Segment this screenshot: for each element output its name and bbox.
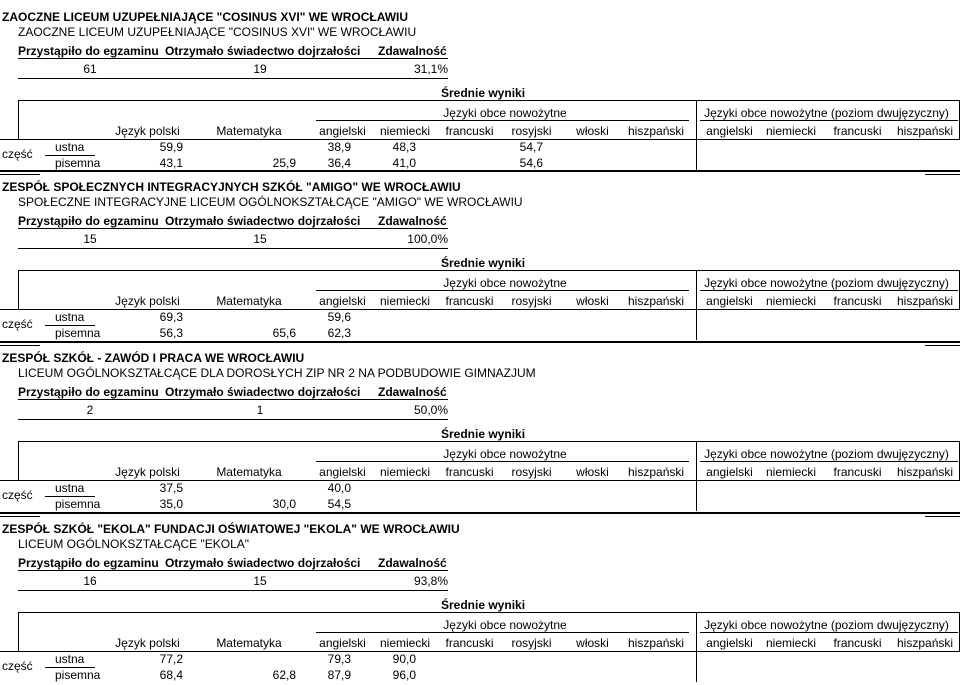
subject-header: hiszpański (897, 294, 954, 308)
jezyki-dwujezyczne-header: Języki obce nowożytne (poziom dwujęzyczny) (704, 447, 949, 461)
subject-header: Język polski (115, 294, 180, 308)
ustna-value: 59,6 (327, 310, 351, 324)
zdawalnosc-header: Zdawalność (378, 214, 447, 228)
subject-header: niemiecki (765, 294, 816, 308)
otrzymalo-header: Otrzymało świadectwo dojrzałości (165, 214, 361, 228)
pisemna-value: 30,0 (272, 497, 296, 511)
separator-dash-left (0, 174, 40, 175)
subject-header: hiszpański (628, 465, 685, 479)
zdawalnosc-value: 93,8% (413, 574, 448, 588)
frame-mid (696, 100, 697, 170)
pisemna-value: 41,0 (392, 156, 416, 170)
pisemna-label: pisemna (55, 156, 101, 170)
pisemna-value: 87,9 (327, 668, 351, 682)
summary-header-rule (18, 58, 448, 59)
row-separator (45, 496, 95, 497)
jezyki-dwujezyczne-rule (700, 461, 958, 462)
ustna-value: 48,3 (392, 140, 416, 154)
subject-header: angielski (319, 465, 366, 479)
subject-header: angielski (706, 124, 753, 138)
srednie-wyniki-title: Średnie wyniki (441, 256, 526, 270)
subject-header: Język polski (115, 124, 180, 138)
subject-header: rosyjski (511, 465, 552, 479)
jezyki-obce-header: Języki obce nowożytne (443, 106, 567, 120)
przystapilo-value: 2 (86, 403, 94, 417)
row-separator (45, 325, 95, 326)
pisemna-value: 56,3 (159, 326, 183, 340)
pisemna-value: 35,0 (159, 497, 183, 511)
school-name: ZAOCZNE LICEUM UZUPEŁNIAJĄCE "COSINUS XVI" WE WROCŁAWIU (18, 25, 417, 39)
organization-name: ZESPÓŁ SPOŁECZNYCH INTEGRACYJNYCH SZKÓŁ "AMIGO" WE WROCŁAWIU (2, 180, 461, 194)
frame-left (18, 270, 19, 310)
jezyki-dwujezyczne-header: Języki obce nowożytne (poziom dwujęzyczny) (704, 276, 949, 290)
subject-header: francuski (445, 294, 494, 308)
separator-dash-right (925, 345, 960, 346)
pisemna-value: 36,4 (327, 156, 351, 170)
subject-header: włoski (576, 294, 609, 308)
subject-header: francuski (833, 636, 882, 650)
subject-header: francuski (833, 124, 882, 138)
summary-bottom-rule (18, 78, 448, 79)
frame-left (18, 100, 19, 140)
frame-left (18, 612, 19, 652)
subject-header: hiszpański (897, 124, 954, 138)
jezyki-dwujezyczne-header: Języki obce nowożytne (poziom dwujęzyczny) (704, 618, 949, 632)
zdawalnosc-value: 100,0% (407, 232, 448, 246)
jezyki-obce-header: Języki obce nowożytne (443, 447, 567, 461)
section-separator (0, 170, 960, 172)
subject-header: Matematyka (216, 124, 282, 138)
organization-name: ZESPÓŁ SZKÓŁ "EKOLA" FUNDACJI OŚWIATOWEJ "EKOLA" WE WROCŁAWIU (2, 522, 460, 536)
results-frame-top (18, 270, 960, 271)
subject-header: niemiecki (379, 124, 430, 138)
subject-header: niemiecki (765, 636, 816, 650)
ustna-value: 37,5 (159, 481, 183, 495)
pisemna-label: pisemna (55, 326, 101, 340)
przystapilo-header: Przystąpiło do egzaminu (18, 44, 159, 58)
subject-header: hiszpański (897, 465, 954, 479)
subject-header: Język polski (115, 636, 180, 650)
zdawalnosc-header: Zdawalność (378, 385, 447, 399)
results-frame-top (18, 612, 960, 613)
jezyki-obce-rule (316, 632, 689, 633)
zdawalnosc-header: Zdawalność (378, 44, 447, 58)
results-frame-top (18, 100, 960, 101)
pisemna-value: 68,4 (159, 668, 183, 682)
jezyki-obce-rule (316, 290, 689, 291)
section-separator (0, 341, 960, 343)
otrzymalo-header: Otrzymało świadectwo dojrzałości (165, 44, 361, 58)
subject-header: hiszpański (897, 636, 954, 650)
subject-header: Matematyka (216, 465, 282, 479)
przystapilo-value: 16 (83, 574, 97, 588)
separator-dash-right (925, 174, 960, 175)
przystapilo-header: Przystąpiło do egzaminu (18, 385, 159, 399)
czesc-label: część (2, 317, 33, 331)
frame-mid (696, 441, 697, 511)
subject-header: niemiecki (765, 465, 816, 479)
subject-header: rosyjski (511, 294, 552, 308)
school-name: LICEUM OGÓLNOKSZTAŁCĄCE DLA DOROSŁYCH ZIP NR 2 NA PODBUDOWIE GIMNAZJUM (18, 366, 536, 380)
ustna-value: 77,2 (159, 652, 183, 666)
jezyki-obce-header: Języki obce nowożytne (443, 276, 567, 290)
ustna-value: 38,9 (327, 140, 351, 154)
school-name: LICEUM OGÓLNOKSZTAŁCĄCE "EKOLA" (18, 537, 250, 551)
ustna-value: 54,7 (519, 140, 543, 154)
school-name: SPOŁECZNE INTEGRACYJNE LICEUM OGÓLNOKSZTAŁCĄCE "AMIGO" WE WROCŁAWIU (18, 195, 523, 209)
zdawalnosc-value: 31,1% (413, 62, 448, 76)
otrzymalo-header: Otrzymało świadectwo dojrzałości (165, 556, 361, 570)
subject-header: francuski (445, 124, 494, 138)
separator-dash-left (0, 516, 40, 517)
pisemna-label: pisemna (55, 668, 101, 682)
subject-header: niemiecki (765, 124, 816, 138)
jezyki-obce-rule (316, 120, 689, 121)
subject-header: Matematyka (216, 636, 282, 650)
otrzymalo-value: 15 (253, 574, 267, 588)
section-separator (0, 512, 960, 514)
subject-header: angielski (319, 636, 366, 650)
otrzymalo-value: 15 (253, 232, 267, 246)
summary-bottom-rule (18, 248, 448, 249)
row-separator (45, 667, 95, 668)
summary-header-rule (18, 228, 448, 229)
subject-header: angielski (706, 294, 753, 308)
jezyki-dwujezyczne-rule (700, 632, 958, 633)
subject-header: niemiecki (379, 465, 430, 479)
pisemna-value: 96,0 (392, 668, 416, 682)
ustna-value: 69,3 (159, 310, 183, 324)
otrzymalo-header: Otrzymało świadectwo dojrzałości (165, 385, 361, 399)
separator-dash-left (0, 345, 40, 346)
subject-header: hiszpański (628, 636, 685, 650)
jezyki-obce-rule (316, 461, 689, 462)
subject-header: angielski (706, 636, 753, 650)
frame-mid (696, 612, 697, 682)
ustna-label: ustna (55, 652, 85, 666)
pisemna-value: 25,9 (272, 156, 296, 170)
czesc-label: część (2, 147, 33, 161)
subject-header: hiszpański (628, 124, 685, 138)
organization-name: ZAOCZNE LICEUM UZUPEŁNIAJĄCE "COSINUS XVI" WE WROCŁAWIU (2, 10, 409, 24)
subject-header: rosyjski (511, 124, 552, 138)
subject-header: francuski (445, 636, 494, 650)
subject-header: niemiecki (379, 294, 430, 308)
separator-dash-right (925, 516, 960, 517)
subject-header: angielski (319, 294, 366, 308)
srednie-wyniki-title: Średnie wyniki (441, 427, 526, 441)
subject-header: włoski (576, 124, 609, 138)
subject-header: hiszpański (628, 294, 685, 308)
subject-header: rosyjski (511, 636, 552, 650)
otrzymalo-value: 1 (256, 403, 264, 417)
summary-bottom-rule (18, 419, 448, 420)
results-frame-top (18, 441, 960, 442)
pisemna-value: 54,6 (519, 156, 543, 170)
school-section (0, 0, 960, 170)
przystapilo-value: 15 (83, 232, 97, 246)
pisemna-value: 62,8 (272, 668, 296, 682)
pisemna-label: pisemna (55, 497, 101, 511)
subject-header: niemiecki (379, 636, 430, 650)
pisemna-value: 62,3 (327, 326, 351, 340)
summary-bottom-rule (18, 590, 448, 591)
subject-header: francuski (833, 294, 882, 308)
czesc-label: część (2, 488, 33, 502)
srednie-wyniki-title: Średnie wyniki (441, 598, 526, 612)
przystapilo-header: Przystąpiło do egzaminu (18, 214, 159, 228)
przystapilo-header: Przystąpiło do egzaminu (18, 556, 159, 570)
zdawalnosc-value: 50,0% (413, 403, 448, 417)
school-section (0, 341, 960, 511)
pisemna-value: 43,1 (159, 156, 183, 170)
frame-mid (696, 270, 697, 340)
school-section (0, 512, 960, 682)
school-section (0, 170, 960, 340)
jezyki-dwujezyczne-header: Języki obce nowożytne (poziom dwujęzyczny) (704, 106, 949, 120)
subject-header: Język polski (115, 465, 180, 479)
ustna-label: ustna (55, 140, 85, 154)
srednie-wyniki-title: Średnie wyniki (441, 86, 526, 100)
summary-header-rule (18, 570, 448, 571)
row-separator (45, 155, 95, 156)
subject-header: francuski (445, 465, 494, 479)
jezyki-dwujezyczne-rule (700, 120, 958, 121)
subject-header: angielski (706, 465, 753, 479)
pisemna-value: 65,6 (272, 326, 296, 340)
jezyki-obce-header: Języki obce nowożytne (443, 618, 567, 632)
frame-left (18, 441, 19, 481)
otrzymalo-value: 19 (253, 62, 267, 76)
jezyki-dwujezyczne-rule (700, 290, 958, 291)
zdawalnosc-header: Zdawalność (378, 556, 447, 570)
subject-header: włoski (576, 465, 609, 479)
ustna-value: 59,9 (159, 140, 183, 154)
ustna-value: 79,3 (327, 652, 351, 666)
ustna-label: ustna (55, 481, 85, 495)
ustna-value: 90,0 (392, 652, 416, 666)
organization-name: ZESPÓŁ SZKÓŁ - ZAWÓD I PRACA WE WROCŁAWIU (2, 351, 305, 365)
czesc-label: część (2, 659, 33, 673)
subject-header: francuski (833, 465, 882, 479)
summary-header-rule (18, 399, 448, 400)
subject-header: Matematyka (216, 294, 282, 308)
subject-header: angielski (319, 124, 366, 138)
subject-header: włoski (576, 636, 609, 650)
ustna-value: 40,0 (327, 481, 351, 495)
ustna-label: ustna (55, 310, 85, 324)
pisemna-value: 54,5 (327, 497, 351, 511)
przystapilo-value: 61 (83, 62, 97, 76)
